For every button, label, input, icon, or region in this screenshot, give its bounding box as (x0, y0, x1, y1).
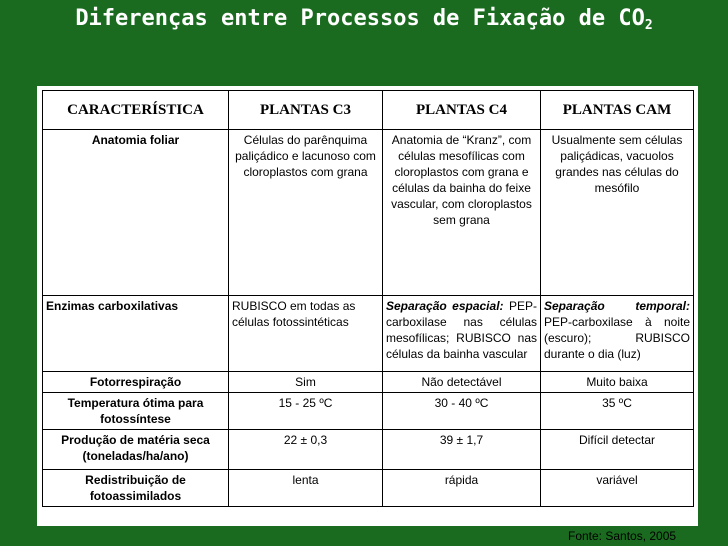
header-c3: PLANTAS C3 (229, 91, 383, 130)
comparison-table (42, 90, 694, 507)
cell-cam: Difícil detectar (541, 430, 694, 470)
cell-cam: variável (541, 470, 694, 507)
cell-c4 (383, 296, 541, 372)
cell-c3: Sim (229, 372, 383, 393)
header-characteristic: CARACTERÍSTICA (43, 91, 229, 130)
row-label: Fotorrespiração (43, 372, 229, 393)
header-cam: PLANTAS CAM (541, 91, 694, 130)
table-row (43, 130, 694, 296)
source-citation: Fonte: Santos, 2005 (568, 529, 677, 543)
table-row (43, 296, 694, 372)
table-row (43, 393, 694, 430)
cell-cam: 35 ºC (541, 393, 694, 430)
cell-c4-emphasis: Separação espacial: (386, 299, 504, 313)
header-c4: PLANTAS C4 (383, 91, 541, 130)
cell-c4: Anatomia de “Kranz”, com células mesofílicas com cloroplastos com grana e células da bainha do feixe vascular, com cloroplastos sem grana (383, 130, 541, 296)
cell-c4-text: PEP-carboxilase nas células mesofílicas; RUBISCO nas células da bainha vascular (386, 299, 537, 361)
row-label: Produção de matéria seca (toneladas/ha/ano) (43, 430, 229, 470)
row-label: Temperatura ótima para fotossíntese (43, 393, 229, 430)
cell-cam (541, 296, 694, 372)
cell-c4: Não detectável (383, 372, 541, 393)
cell-cam-emphasis: Separação temporal: (544, 299, 690, 313)
cell-c3: RUBISCO em todas as células fotossintéticas (229, 296, 383, 372)
cell-c3: Células do parênquima paliçádico e lacunoso com cloroplastos com grana (229, 130, 383, 296)
table-row (43, 470, 694, 507)
cell-c3: 15 - 25 ºC (229, 393, 383, 430)
comparison-table-panel (37, 86, 698, 526)
table-row (43, 372, 694, 393)
row-label: Redistribuição de fotoassimilados (43, 470, 229, 507)
slide-title-subscript: 2 (644, 18, 653, 33)
cell-c3: lenta (229, 470, 383, 507)
slide-title (0, 4, 728, 41)
cell-c4: rápida (383, 470, 541, 507)
cell-cam-text: PEP-carboxilase à noite (escuro); RUBISCO durante o dia (luz) (544, 315, 690, 361)
cell-c3: 22 ± 0,3 (229, 430, 383, 470)
row-label: Anatomia foliar (43, 130, 229, 296)
cell-cam: Muito baixa (541, 372, 694, 393)
cell-cam: Usualmente sem células paliçádicas, vacuolos grandes nas células do mesófilo (541, 130, 694, 296)
cell-c4: 30 - 40 ºC (383, 393, 541, 430)
table-header-row (43, 91, 694, 130)
table-row (43, 430, 694, 470)
row-label: Enzimas carboxilativas (43, 296, 229, 372)
cell-c4: 39 ± 1,7 (383, 430, 541, 470)
slide-title-text: Diferenças entre Processos de Fixação de CO (75, 6, 645, 31)
